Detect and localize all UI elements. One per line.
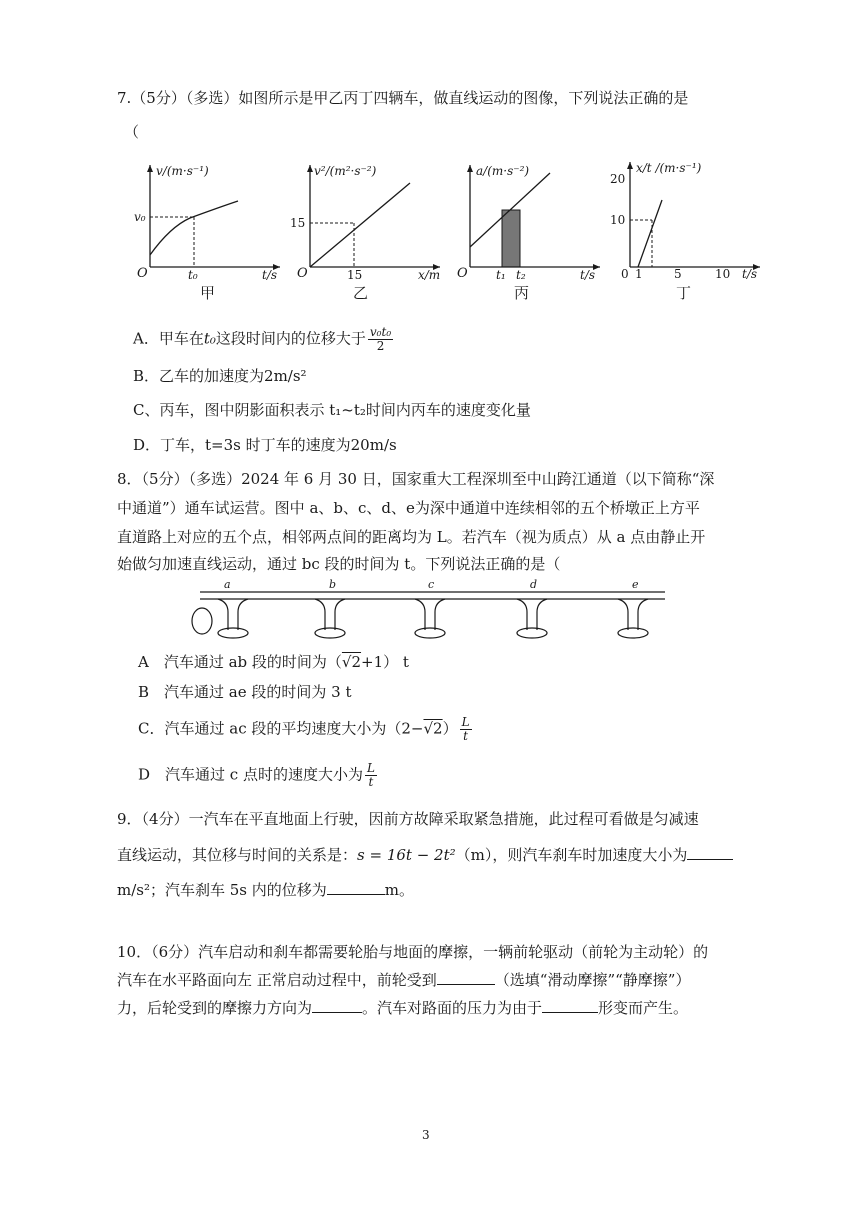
caption-ding: 丁 — [676, 284, 692, 302]
jia-xlabel: t/s — [262, 268, 278, 280]
q10-line3: 力，后轮受到的摩擦力方向为 。汽车对路面的压力为由于 形变而产生。 — [117, 999, 689, 1017]
graph-jia — [130, 155, 290, 280]
q8-d-fraction: $\frac{L}{t}$ — [366, 761, 375, 789]
q7-option-d: D．丁车，t=3s 时丁车的速度为20m/s — [133, 436, 397, 454]
q7-option-a: A．甲车在t₀这段时间内的位移大于 $\frac{\text{v₀t₀}}{2}$ — [133, 325, 392, 353]
q10-blank-friction-type[interactable] — [437, 970, 495, 985]
q9-line3: m/s²；汽车刹车 5s 内的位移为 m。 — [117, 881, 415, 899]
yi-xlabel: x/m — [418, 268, 441, 280]
q8-c-fraction: $\frac{L}{t}$ — [461, 715, 470, 743]
bridge-pier-d — [517, 599, 547, 638]
ding-ylabel: x/t /(m·s⁻¹) — [636, 161, 702, 175]
bridge-label-b: b — [329, 578, 337, 591]
bing-origin: O — [457, 266, 468, 280]
q8-line2: 中通道”）通车试运营。图中 a、b、c、d、e为深中通道中连续相邻的五个桥墩正上方平 — [117, 499, 700, 517]
yi-origin: O — [297, 266, 308, 280]
q7-stem: 7.（5分）（多选）如图所示是甲乙丙丁四辆车，做直线运动的图像，下列说法正确的是 — [117, 89, 689, 107]
bridge-figure — [190, 578, 670, 648]
q7-paren: （ — [124, 123, 140, 141]
bridge-pier-b — [315, 599, 345, 638]
q8-option-b: B 汽车通过 ae 段的时间为 3 t — [138, 683, 352, 701]
jia-origin: O — [137, 266, 148, 280]
yi-ytick: 15 — [290, 216, 306, 230]
ding-xtick2: 5 — [674, 267, 682, 280]
jia-xtick: t₀ — [188, 268, 198, 280]
bing-ylabel: a/(m·s⁻²) — [476, 164, 530, 178]
bridge-pier-a — [218, 599, 248, 638]
bridge-label-e: e — [632, 578, 639, 591]
ding-ytick1: 20 — [610, 172, 626, 186]
yi-xtick: 15 — [347, 268, 363, 280]
q8-option-a: A 汽车通过 ab 段的时间为（√2+1） t — [138, 653, 409, 671]
q7-option-c: C、丙车，图中阴影面积表示 t₁~t₂时间内丙车的速度变化量 — [133, 401, 531, 419]
q7-a-fraction: $\frac{\text{v₀t₀}}{2}$ — [369, 325, 392, 353]
caption-jia: 甲 — [200, 284, 216, 302]
graph-bing — [450, 155, 610, 280]
ding-origin: 0 — [621, 267, 629, 280]
caption-yi: 乙 — [353, 284, 369, 302]
bridge-label-c: c — [428, 578, 435, 591]
q10-blank-deformation[interactable] — [542, 998, 598, 1013]
graph-yi — [290, 155, 450, 280]
q10-blank-friction-direction[interactable] — [312, 998, 362, 1013]
q9-blank-displacement[interactable] — [327, 880, 385, 895]
ding-xtick3: 10 — [715, 267, 731, 280]
q9-line2: 直线运动，其位移与时间的关系是：s = 16t − 2t²（m），则汽车刹车时加速度大小为 — [117, 845, 733, 865]
q10-line1: 10．（6分）汽车启动和刹车都需要轮胎与地面的摩擦，一辆前轮驱动（前轮为主动轮）的 — [117, 943, 709, 961]
bridge-label-d: d — [530, 578, 538, 591]
ding-ytick2: 10 — [610, 213, 626, 227]
yi-ylabel: v²/(m²·s⁻²) — [314, 164, 377, 178]
q8-option-d: D 汽车通过 c 点时的速度大小为 $\frac{L}{t}$ — [138, 761, 375, 789]
q8-line1: 8．（5分）（多选）2024 年 6 月 30 日，国家重大工程深圳至中山跨江通道（以下简称“深 — [117, 470, 715, 488]
bridge-pier-c — [415, 599, 445, 638]
bing-xlabel: t/s — [580, 268, 596, 280]
caption-bing: 丙 — [514, 284, 530, 302]
q8-line4: 始做匀加速直线运动，通过 bc 段的时间为 t。下列说法正确的是（ — [117, 555, 561, 573]
q8-option-c: C．汽车通过 ac 段的平均速度大小为（2−√2） $\frac{L}{t}$ — [138, 715, 470, 743]
q9-blank-acceleration[interactable] — [687, 845, 733, 860]
page-number: 3 — [422, 1128, 430, 1142]
bing-xtick2: t₂ — [516, 268, 526, 280]
q10-line2: 汽车在水平路面向左 正常启动过程中，前轮受到 （选填“滑动摩擦”“静摩擦”） — [117, 971, 691, 989]
graph-ding — [610, 150, 770, 280]
jia-ylabel: v/(m·s⁻¹) — [156, 164, 209, 178]
bing-xtick1: t₁ — [496, 268, 506, 280]
ding-xlabel: t/s — [742, 267, 758, 280]
bridge-label-a: a — [224, 578, 231, 591]
q9-line1: 9．（4分）一汽车在平直地面上行驶，因前方故障采取紧急措施，此过程可看做是匀减速 — [117, 810, 699, 828]
bridge-pier-e — [618, 599, 648, 638]
jia-ytick: v₀ — [134, 210, 146, 224]
q7-option-b: B．乙车的加速度为2m/s² — [133, 367, 307, 385]
ding-xtick1: 1 — [635, 267, 643, 280]
q8-line3: 直道路上对应的五个点，相邻两点间的距离均为 L。若汽车（视为质点）从 a 点由静止开 — [117, 528, 706, 546]
